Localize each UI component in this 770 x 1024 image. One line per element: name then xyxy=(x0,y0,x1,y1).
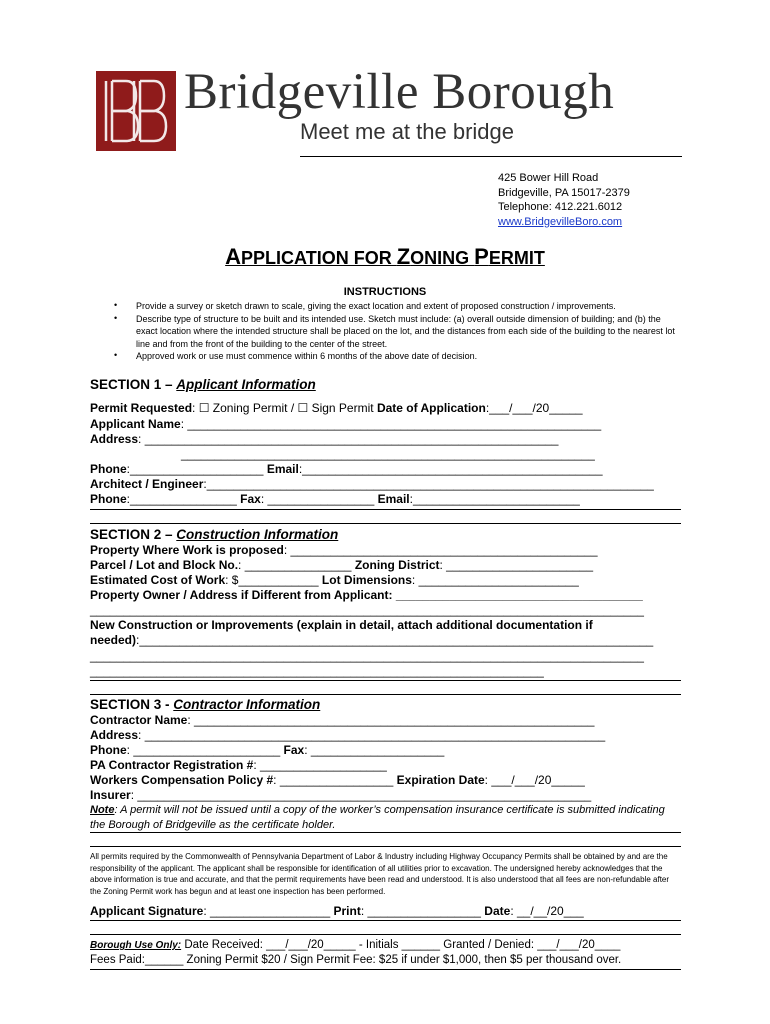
workers-comp-row[interactable]: Workers Compensation Policy #: _________________ Expiration Date: ___/___/20_____ xyxy=(90,773,585,787)
section2-heading: SECTION 2 – Construction Information xyxy=(90,527,339,542)
section-divider xyxy=(90,920,681,921)
telephone: Telephone: 412.221.6012 xyxy=(498,201,623,214)
description-line[interactable]: ____________________________________________________________________ xyxy=(90,664,544,678)
website-link[interactable]: www.BridgevilleBoro.com xyxy=(498,215,623,228)
section-divider xyxy=(90,680,681,681)
section-divider xyxy=(90,509,681,510)
signature-row[interactable]: Applicant Signature: __________________ Print: _________________ Date: __/__/20___ xyxy=(90,904,584,918)
cost-lot-row[interactable]: Estimated Cost of Work: $____________ Lot Dimensions: ________________________ xyxy=(90,573,579,587)
logo-title: Bridgeville Borough xyxy=(184,64,615,120)
borough-logo-mark xyxy=(96,71,176,151)
parcel-zoning-row[interactable]: Parcel / Lot and Block No.: ________________ Zoning District: ______________________ xyxy=(90,558,593,572)
owner-field[interactable]: Property Owner / Address if Different from Applicant: _____________________________________ xyxy=(90,588,643,602)
note-text: Note: A permit will not be issued until a copy of the worker’s compensation insurance certificate is submitted indicating the Borough of Bridgeville as the certificate holder. xyxy=(90,804,665,831)
applicant-name-field[interactable]: Applicant Name: ______________________________________________________________ xyxy=(90,417,602,431)
contractor-phone-fax-row[interactable]: Phone: ______________________ Fax: ____________________ xyxy=(90,743,445,757)
bullet-icon: • xyxy=(114,313,118,323)
section-divider xyxy=(90,832,681,833)
new-construction-label: New Construction or Improvements (explain in detail, attach additional documentation if xyxy=(90,618,593,632)
page-title: APPLICATION FOR ZONING PERMIT xyxy=(225,244,545,269)
borough-use-label: Borough Use Only: xyxy=(90,940,182,951)
bullet-icon: • xyxy=(114,350,118,360)
instructions-heading: INSTRUCTIONS xyxy=(343,286,427,298)
instruction-item: Approved work or use must commence within 6 months of the above date of decision. xyxy=(136,351,478,361)
instruction-item: Provide a survey or sketch drawn to scale, giving the exact location and extent of proposed construction / improvements. xyxy=(136,301,616,311)
contractor-address-field[interactable]: Address: _____________________________________________________________________ xyxy=(90,728,606,742)
instruction-item: Describe type of structure to be built and its intended use. Sketch must include: (a) overall outside dimension of building; and (b) the exact location where the intended structure shall be placed on the lot, and the distances from each side of the building to the nearest lot line and from the front of the building to the center of the street. xyxy=(136,314,675,349)
bb-monogram-icon xyxy=(96,71,176,151)
owner-field-line2[interactable]: ___________________________________________________________________________________ xyxy=(90,603,644,617)
bullet-icon: • xyxy=(114,300,118,310)
needed-field[interactable]: needed):_____________________________________________________________________________ xyxy=(90,633,654,647)
footer-divider xyxy=(90,969,681,970)
address-field[interactable]: Address: ______________________________________________________________ xyxy=(90,432,559,446)
address-field-line2[interactable]: ______________________________________________________________ xyxy=(181,447,595,461)
section-divider xyxy=(90,846,681,847)
insurer-field[interactable]: Insurer: ____________________________________________________________________ xyxy=(90,788,592,802)
borough-use-row: Borough Use Only: Date Received: ___/___/20_____ - Initials ______ Granted / Denied: ___/___/20____ xyxy=(90,939,621,951)
disclaimer-text: All permits required by the Commonwealth of Pennsylvania Department of Labor & Industry including Highway Occupancy Permits shall be obtained by and are the responsibility of the applicant. The applicant shall be responsible for identification of all utilities prior to excavation. The undersigned hereby acknowledges that the above information is true and accurate, and that the permit requirements have been read and understood. It is also understood that all fees are non-refundable after the Zoning Permit work has begun and at least one inspection has been performed. xyxy=(90,852,670,896)
address-line2: Bridgeville, PA 15017-2379 xyxy=(498,186,630,199)
logo-tagline: Meet me at the bridge xyxy=(300,119,515,144)
pa-registration-field[interactable]: PA Contractor Registration #: ___________________ xyxy=(90,758,387,772)
description-line[interactable]: ___________________________________________________________________________________ xyxy=(90,649,644,663)
architect-field[interactable]: Architect / Engineer:___________________________________________________________________ xyxy=(90,477,654,491)
permit-requested-row[interactable]: Permit Requested: ☐ Zoning Permit / ☐ Sign Permit Date of Application:___/___/20_____ xyxy=(90,401,583,415)
phone-email-row[interactable]: Phone:____________________ Email:_____________________________________________ xyxy=(90,462,603,476)
fees-row: Fees Paid:______ Zoning Permit $20 / Sign Permit Fee: $25 if under $1,000, then $5 per thousand over. xyxy=(90,954,622,966)
address-block xyxy=(498,171,630,229)
address-line1: 425 Bower Hill Road xyxy=(498,172,599,184)
section3-heading: SECTION 3 - Contractor Information xyxy=(90,697,321,712)
section-divider xyxy=(90,934,681,935)
property-field[interactable]: Property Where Work is proposed: ______________________________________________ xyxy=(90,543,598,557)
section1-heading: SECTION 1 – Applicant Information xyxy=(90,377,316,392)
contractor-name-field[interactable]: Contractor Name: ____________________________________________________________ xyxy=(90,713,595,727)
header-divider xyxy=(300,156,682,157)
section-divider xyxy=(90,523,681,524)
section-divider xyxy=(90,694,681,695)
architect-contact-row[interactable]: Phone:________________ Fax: ________________ Email:_________________________ xyxy=(90,492,580,506)
